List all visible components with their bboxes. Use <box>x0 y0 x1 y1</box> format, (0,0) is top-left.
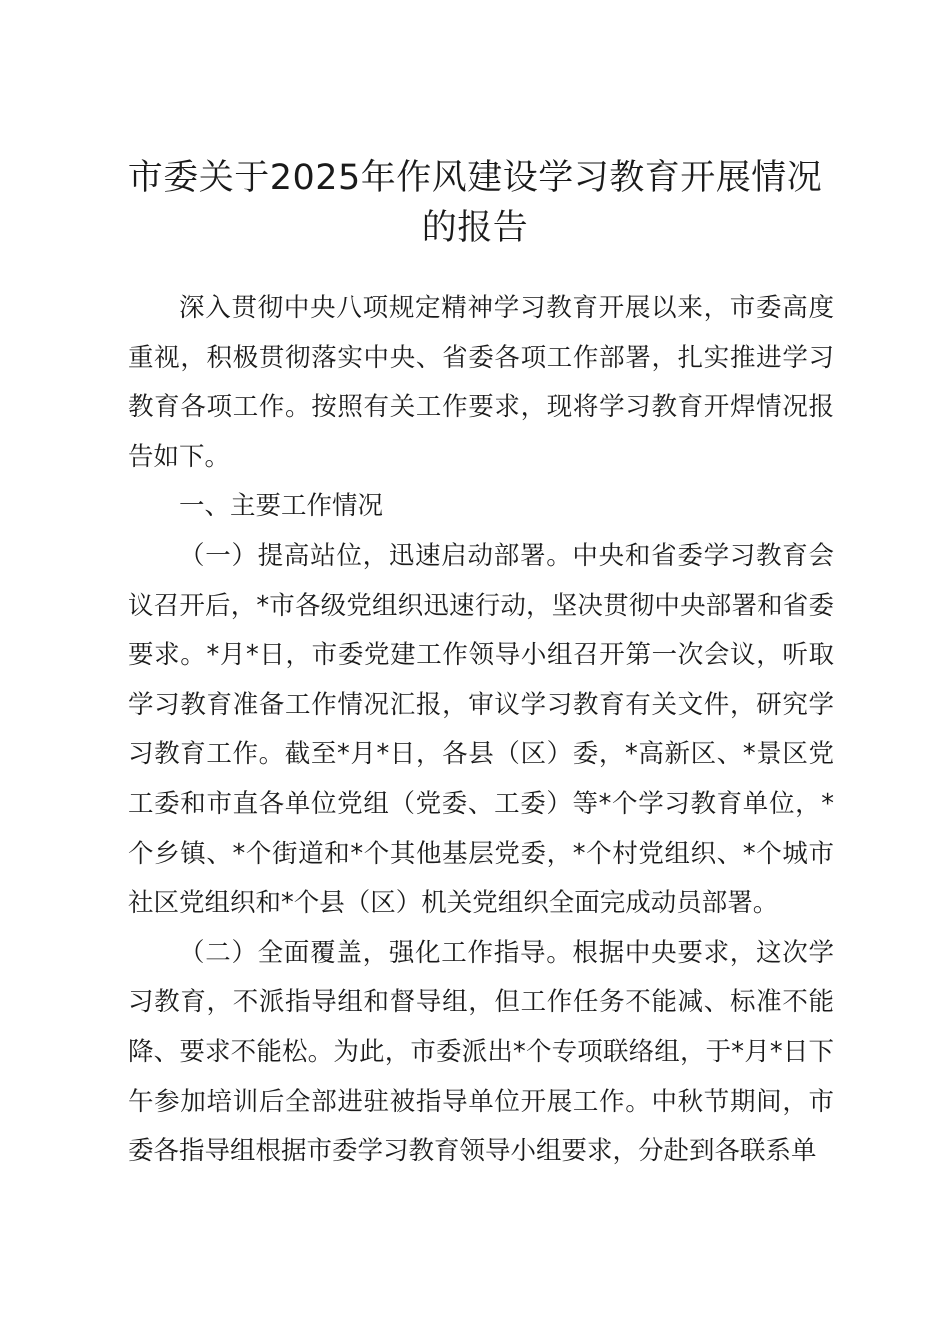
document-title: 市委关于2025年作风建设学习教育开展情况的报告 <box>127 158 823 248</box>
section-heading: 一、主要工作情况 <box>179 491 384 522</box>
document-body <box>128 284 834 1177</box>
body-paragraph: （二）全面覆盖，强化工作指导。根据中央要求，这次学习教育，不派指导组和督导组，但工作任务不能减、标准不能降、要求不能松。为此，市委派出*个专项联络组，于*月*日下午参加培训后全部进驻被指导单位开展工作。中秋节期间，市委各指导组根据市委学习教育领导小组要求，分赴到各联系单 <box>128 937 834 1167</box>
intro-paragraph: 深入贯彻中央八项规定精神学习教育开展以来，市委高度重视，积极贯彻落实中央、省委各项工作部署，扎实推进学习教育各项工作。按照有关工作要求，现将学习教育开焊情况报告如下。 <box>128 293 834 472</box>
body-paragraph: （一）提高站位，迅速启动部署。中央和省委学习教育会议召开后，*市各级党组织迅速行动，坚决贯彻中央部署和省委要求。*月*日，市委党建工作领导小组召开第一次会议，听取学习教育准备工作情况汇报，审议学习教育有关文件，研究学习教育工作。截至*月*日，各县（区）委，*高新区、*景区党工委和市直各单位党组（党委、工委）等*个学习教育单位，*个乡镇、*个街道和*个其他基层党委，*个村党组织、*个城市社区党组织和*个县（区）机关党组织全面完成动员部署。 <box>128 540 834 919</box>
